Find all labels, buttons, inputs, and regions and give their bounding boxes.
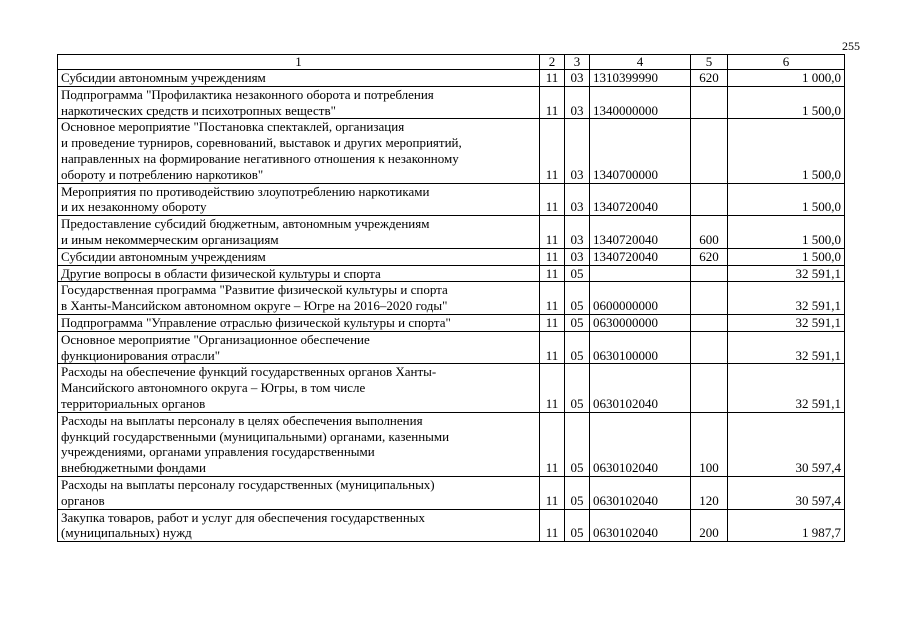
row-name-line: наркотических средств и психотропных веществ" — [61, 102, 336, 118]
amount-cell: 32 591,1 — [728, 364, 845, 412]
section-code-cell: 11 — [540, 476, 565, 509]
row-name-cell — [58, 314, 540, 331]
subsection-code-cell: 03 — [565, 183, 590, 216]
amount-cell: 32 591,1 — [728, 331, 845, 364]
row-name-line: Расходы на обеспечение функций государственных органов Ханты- — [61, 364, 437, 380]
row-name-line: Субсидии автономным учреждениям — [61, 70, 266, 85]
row-name-line: и проведение турниров, соревнований, выставок и других мероприятий, — [61, 135, 462, 151]
row-name-line: и их незаконному обороту — [61, 199, 207, 215]
table-row — [58, 183, 845, 216]
target-article-cell: 0630102040 — [590, 412, 691, 476]
row-name-cell — [58, 119, 540, 183]
target-article-cell: 0630102040 — [590, 509, 691, 542]
subsection-code-cell: 05 — [565, 412, 590, 476]
amount-cell: 1 500,0 — [728, 119, 845, 183]
expense-type-cell — [691, 86, 728, 119]
section-code-cell: 11 — [540, 183, 565, 216]
target-article-cell: 1340720040 — [590, 248, 691, 265]
expense-type-cell: 620 — [691, 248, 728, 265]
subsection-code-cell: 05 — [565, 314, 590, 331]
row-name-cell — [58, 86, 540, 119]
subsection-code-cell: 03 — [565, 248, 590, 265]
row-name-line: Подпрограмма "Управление отраслью физической культуры и спорта" — [61, 314, 451, 330]
target-article-cell: 1340000000 — [590, 86, 691, 119]
row-name-cell — [58, 282, 540, 315]
section-code-cell: 11 — [540, 412, 565, 476]
row-name-line: Другие вопросы в области физической культуры и спорта — [61, 265, 381, 281]
row-name-cell — [58, 331, 540, 364]
target-article-cell — [590, 265, 691, 282]
page-number: 255 — [842, 39, 860, 53]
expense-type-cell: 100 — [691, 412, 728, 476]
expense-type-cell — [691, 265, 728, 282]
section-code-cell: 11 — [540, 314, 565, 331]
amount-cell: 1 500,0 — [728, 86, 845, 119]
table-row — [58, 314, 845, 331]
row-name-line: и иным некоммерческим организациям — [61, 231, 279, 247]
target-article-cell: 1310399990 — [590, 70, 691, 87]
section-code-cell: 11 — [540, 331, 565, 364]
table-row — [58, 282, 845, 315]
section-code-cell: 11 — [540, 86, 565, 119]
subsection-code-cell: 03 — [565, 86, 590, 119]
table-row — [58, 265, 845, 282]
row-name-line: учреждениями, органами управления государственными — [61, 444, 375, 460]
table-row — [58, 86, 845, 119]
table-row — [58, 248, 845, 265]
expense-type-cell — [691, 331, 728, 364]
amount-cell: 30 597,4 — [728, 476, 845, 509]
section-code-cell: 11 — [540, 70, 565, 87]
amount-cell: 1 987,7 — [728, 509, 845, 542]
expense-type-cell — [691, 119, 728, 183]
target-article-cell: 1340720040 — [590, 183, 691, 216]
subsection-code-cell: 05 — [565, 282, 590, 315]
row-name-line: Государственная программа "Развитие физической культуры и спорта — [61, 282, 448, 298]
section-code-cell: 11 — [540, 248, 565, 265]
row-name-line: Мероприятия по противодействию злоупотреблению наркотиками — [61, 183, 430, 199]
row-name-line: Предоставление субсидий бюджетным, автономным учреждениям — [61, 216, 430, 232]
expense-type-cell: 200 — [691, 509, 728, 542]
row-name-line: обороту и потреблению наркотиков" — [61, 166, 264, 182]
row-name-cell — [58, 412, 540, 476]
row-name-line: внебюджетными фондами — [61, 460, 206, 476]
subsection-code-cell: 03 — [565, 216, 590, 249]
row-name-line: функций государственными (муниципальными) органами, казенными — [61, 428, 450, 444]
expense-type-cell — [691, 364, 728, 412]
table-row — [58, 364, 845, 412]
section-code-cell: 11 — [540, 119, 565, 183]
row-name-line: в Ханты-Мансийском автономном округе – Югре на 2016–2020 годы" — [61, 298, 448, 314]
subsection-code-cell: 05 — [565, 476, 590, 509]
expense-type-cell — [691, 314, 728, 331]
expense-type-cell — [691, 282, 728, 315]
expense-type-cell — [691, 183, 728, 216]
column-header-6: 6 — [728, 55, 845, 70]
header-row — [58, 55, 845, 70]
row-name-line: функционирования отрасли" — [61, 347, 221, 363]
row-name-line: Расходы на выплаты персоналу в целях обеспечения выполнения — [61, 412, 423, 428]
target-article-cell: 1340700000 — [590, 119, 691, 183]
amount-cell: 1 500,0 — [728, 183, 845, 216]
row-name-line: территориальных органов — [61, 395, 206, 411]
row-name-line: Закупка товаров, работ и услуг для обеспечения государственных — [61, 509, 426, 525]
expense-type-cell: 620 — [691, 70, 728, 87]
row-name-line: органов — [61, 492, 105, 508]
target-article-cell: 1340720040 — [590, 216, 691, 249]
target-article-cell: 0630100000 — [590, 331, 691, 364]
row-name-line: Основное мероприятие "Организационное обеспечение — [61, 331, 370, 347]
subsection-code-cell: 05 — [565, 331, 590, 364]
row-name-cell — [58, 70, 540, 87]
row-name-cell — [58, 183, 540, 216]
section-code-cell: 11 — [540, 265, 565, 282]
row-name-cell — [58, 216, 540, 249]
column-header-2: 2 — [540, 55, 565, 70]
column-header-5: 5 — [691, 55, 728, 70]
amount-cell: 1 500,0 — [728, 216, 845, 249]
row-name-line: Мансийского автономного округа – Югры, в том числе — [61, 380, 366, 396]
table-row — [58, 119, 845, 183]
section-code-cell: 11 — [540, 216, 565, 249]
row-name-cell — [58, 248, 540, 265]
row-name-line: Основное мероприятие "Постановка спектаклей, организация — [61, 119, 405, 135]
row-name-cell — [58, 509, 540, 542]
target-article-cell: 0630102040 — [590, 364, 691, 412]
expense-type-cell: 120 — [691, 476, 728, 509]
section-code-cell: 11 — [540, 509, 565, 542]
target-article-cell: 0630000000 — [590, 314, 691, 331]
section-code-cell: 11 — [540, 282, 565, 315]
subsection-code-cell: 05 — [565, 509, 590, 542]
table-row — [58, 331, 845, 364]
amount-cell: 32 591,1 — [728, 282, 845, 315]
expense-type-cell: 600 — [691, 216, 728, 249]
row-name-cell — [58, 364, 540, 412]
row-name-line: Субсидии автономным учреждениям — [61, 248, 266, 264]
table-row — [58, 509, 845, 542]
amount-cell: 1 500,0 — [728, 248, 845, 265]
row-name-cell — [58, 476, 540, 509]
row-name-line: направленных на формирование негативного отношения к незаконному — [61, 150, 459, 166]
column-header-3: 3 — [565, 55, 590, 70]
row-name-line: Расходы на выплаты персоналу государственных (муниципальных) — [61, 476, 435, 492]
subsection-code-cell: 03 — [565, 70, 590, 87]
table-row — [58, 216, 845, 249]
target-article-cell: 0630102040 — [590, 476, 691, 509]
subsection-code-cell: 03 — [565, 119, 590, 183]
subsection-code-cell: 05 — [565, 265, 590, 282]
row-name-line: (муниципальных) нужд — [61, 525, 192, 541]
table-row — [58, 412, 845, 476]
row-name-cell — [58, 265, 540, 282]
column-header-4: 4 — [590, 55, 691, 70]
table-row — [58, 476, 845, 509]
budget-table — [57, 54, 845, 542]
section-code-cell: 11 — [540, 364, 565, 412]
amount-cell: 32 591,1 — [728, 314, 845, 331]
amount-cell: 30 597,4 — [728, 412, 845, 476]
table-row — [58, 70, 845, 87]
target-article-cell: 0600000000 — [590, 282, 691, 315]
column-header-1: 1 — [58, 55, 540, 70]
subsection-code-cell: 05 — [565, 364, 590, 412]
row-name-line: Подпрограмма "Профилактика незаконного оборота и потребления — [61, 86, 434, 102]
amount-cell: 32 591,1 — [728, 265, 845, 282]
amount-cell: 1 000,0 — [728, 70, 845, 87]
